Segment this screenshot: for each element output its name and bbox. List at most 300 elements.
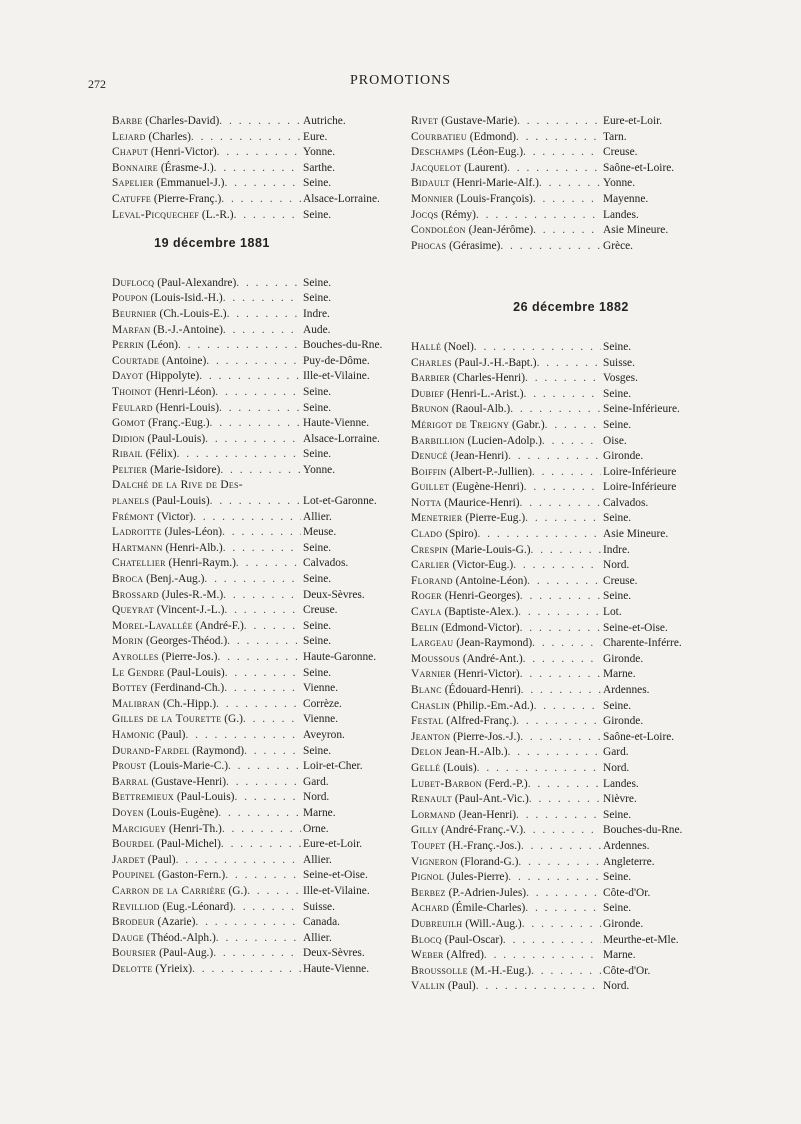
- entry-given-names: (Gustave-Marie): [438, 115, 518, 127]
- entry-name-cell: [112, 775, 301, 791]
- entry-surname: Moussous: [411, 652, 460, 665]
- entry-given-names: (Paul-J.-H.-Bapt.): [451, 356, 537, 369]
- leader-dots: [221, 837, 301, 853]
- entry-surname: Chaput: [112, 146, 149, 159]
- entry-place: Loir-et-Cher.: [303, 760, 363, 773]
- entry-place: Indre.: [303, 307, 330, 320]
- entry-name-cell: [411, 161, 601, 177]
- list-entry: [112, 931, 430, 947]
- entry-name-cell: [112, 478, 301, 494]
- entry-name-cell: [112, 291, 301, 307]
- entry-place: Loire-Inférieure: [603, 481, 677, 494]
- list-entry: [112, 307, 430, 323]
- entry-given-names: (Antoine): [159, 354, 207, 367]
- entry-surname: Dauge: [112, 931, 144, 944]
- leader-dots: [225, 666, 301, 682]
- entry-surname: Marfan: [112, 323, 151, 336]
- leader-dots: [223, 541, 301, 557]
- list-entry: [112, 837, 430, 853]
- entry-name-cell: [112, 619, 301, 635]
- entry-given-names: (Henri-L.-Arist.): [444, 387, 524, 400]
- entry-given-names: (Gaston-Fern.): [154, 869, 226, 882]
- entry-name-cell: [112, 931, 301, 947]
- entry-surname: Le Gendre: [112, 666, 165, 679]
- right-block-1: [411, 114, 731, 254]
- entry-name-cell: [112, 853, 301, 869]
- entry-place: Calvados.: [303, 557, 349, 570]
- leader-dots: [518, 605, 601, 621]
- list-entry: [112, 634, 430, 650]
- list-entry: [112, 697, 430, 713]
- entry-place: Seine.: [303, 541, 332, 554]
- entry-place: Creuse.: [603, 574, 638, 587]
- entry-place: Haute-Garonne.: [303, 651, 377, 663]
- entry-given-names: (Benj.-Aug.): [143, 573, 205, 586]
- entry-surname: Lejard: [112, 130, 146, 143]
- entry-surname: Toupet: [411, 839, 446, 852]
- entry-place: Indre.: [603, 543, 630, 556]
- entry-name-cell: [411, 683, 601, 699]
- list-entry: [112, 401, 430, 417]
- entry-surname: Florand: [411, 574, 453, 587]
- leader-dots: [520, 730, 601, 746]
- entry-surname: Bettremieux: [112, 791, 174, 804]
- left-block-1: [112, 114, 430, 223]
- entry-name-cell: [411, 855, 601, 871]
- entry-place: Lot-et-Garonne.: [303, 495, 377, 508]
- list-entry: [112, 510, 430, 526]
- entry-place: Ardennes.: [603, 839, 650, 852]
- leader-dots: [216, 697, 301, 713]
- entry-name-cell: [411, 511, 601, 527]
- right-column: [411, 114, 731, 995]
- entry-given-names: (Paul): [154, 728, 186, 741]
- entry-surname: Dalché de la Rive de Des-: [112, 479, 243, 492]
- leader-dots: [528, 777, 601, 793]
- entry-given-names: (Ch.-Hipp.): [160, 697, 217, 710]
- entry-given-names: (Jules-Léon): [161, 526, 223, 539]
- entry-place: Marne.: [303, 806, 336, 819]
- entry-given-names: (Henri-Léon): [151, 385, 216, 398]
- entry-surname: Charles: [411, 356, 452, 369]
- entry-name-cell: [411, 886, 601, 902]
- entry-place: Angleterre.: [603, 855, 655, 868]
- leader-dots: [523, 823, 601, 839]
- entry-place: Gard.: [603, 746, 629, 759]
- entry-name-cell: [112, 712, 301, 728]
- entry-surname: Sapelier: [112, 177, 154, 190]
- list-entry: [411, 901, 731, 917]
- list-entry: [411, 979, 731, 995]
- entry-given-names: (Louis-Isid.-H.): [147, 292, 223, 305]
- list-entry: [112, 619, 430, 635]
- entry-name-cell: [411, 761, 601, 777]
- entry-place: Yonne.: [303, 146, 336, 159]
- entry-given-names: (Émile-Charles): [449, 902, 526, 915]
- leader-dots: [525, 371, 601, 387]
- entry-name-cell: [411, 777, 601, 793]
- list-entry: [112, 868, 430, 884]
- entry-given-names: (P.-Adrien-Jules): [445, 886, 527, 899]
- leader-dots: [210, 494, 301, 510]
- entry-given-names: (Louis): [440, 761, 477, 774]
- entry-place: Puy-de-Dôme.: [303, 354, 370, 367]
- leader-dots: [516, 714, 601, 730]
- entry-given-names: (Antoine-Léon): [452, 574, 528, 587]
- entry-surname: Bourdel: [112, 838, 155, 851]
- entry-given-names: (Paul-Alexandre): [154, 276, 237, 289]
- entry-surname: Gomot: [112, 417, 146, 430]
- leader-dots: [508, 745, 601, 761]
- entry-place: Aveyron.: [303, 728, 345, 741]
- list-entry: [112, 728, 430, 744]
- entry-given-names: (Maurice-Henri): [441, 496, 520, 509]
- entry-place: Gironde.: [603, 450, 644, 463]
- list-entry: [112, 712, 430, 728]
- entry-name-cell: [411, 839, 601, 855]
- leader-dots: [223, 588, 301, 604]
- entry-surname: Jardet: [112, 853, 145, 866]
- entry-given-names: (G.): [221, 713, 243, 726]
- entry-place: Alsace-Lorraine.: [303, 432, 380, 445]
- list-entry: [112, 354, 430, 370]
- entry-given-names: (Jules-Pierre): [444, 871, 509, 884]
- entry-given-names: (Louis-François): [453, 192, 533, 205]
- entry-given-names: (Ch.-Louis-E.): [156, 307, 227, 320]
- entry-place: Calvados.: [603, 496, 649, 509]
- entry-surname: Brunon: [411, 403, 449, 416]
- entry-surname: Brodeur: [112, 916, 155, 929]
- list-entry: [411, 402, 731, 418]
- entry-place: Seine-et-Oise.: [303, 869, 368, 882]
- entry-place: Seine.: [303, 619, 332, 632]
- list-entry: [411, 870, 731, 886]
- leader-dots: [185, 728, 301, 744]
- leader-dots: [524, 480, 601, 496]
- entry-name-cell: [112, 432, 301, 448]
- leader-dots: [484, 948, 601, 964]
- leader-dots: [545, 418, 601, 434]
- leader-dots: [520, 496, 601, 512]
- entry-surname: Crespin: [411, 543, 449, 556]
- entry-surname: Hamonic: [112, 728, 155, 741]
- leader-dots: [215, 385, 301, 401]
- entry-place: Seine.: [603, 871, 632, 884]
- entry-name-cell: [112, 822, 301, 838]
- list-entry: [411, 605, 731, 621]
- list-entry: [411, 356, 731, 372]
- entry-surname: Gilly: [411, 824, 439, 837]
- entry-surname: Blocq: [411, 933, 442, 946]
- entry-place: Nord.: [603, 980, 630, 993]
- entry-name-cell: [112, 962, 301, 978]
- leader-dots: [516, 130, 601, 146]
- leader-dots: [522, 917, 601, 933]
- entry-name-cell: [411, 964, 601, 980]
- leader-dots: [219, 401, 301, 417]
- list-entry: [112, 822, 430, 838]
- entry-name-cell: [411, 145, 601, 161]
- entry-given-names: (Paul-Louis): [149, 495, 210, 508]
- entry-place: Deux-Sèvres.: [303, 588, 365, 601]
- entry-surname: Feulard: [112, 401, 153, 414]
- entry-name-cell: [411, 589, 601, 605]
- list-entry: [112, 603, 430, 619]
- entry-given-names: (Raymond): [189, 744, 245, 757]
- entry-name-cell: [112, 759, 301, 775]
- entry-name-cell: [411, 792, 601, 808]
- entry-place: Gard.: [303, 775, 329, 788]
- list-entry: [112, 681, 430, 697]
- entry-name-cell: [112, 900, 301, 916]
- entry-given-names: (Jean-Raymond): [453, 637, 533, 650]
- leader-dots: [221, 192, 301, 208]
- list-entry: [112, 208, 430, 224]
- entry-surname: Belin: [411, 621, 439, 634]
- section-heading-1882: 26 décembre 1882: [513, 300, 629, 315]
- leader-dots: [508, 870, 601, 886]
- entry-surname: Delotte: [112, 962, 153, 975]
- list-entry: [112, 884, 430, 900]
- leader-dots: [233, 900, 301, 916]
- list-entry: [411, 176, 731, 192]
- entry-surname: Peltier: [112, 463, 148, 476]
- entry-given-names: (André-F.): [192, 619, 244, 632]
- entry-surname: Largeau: [411, 637, 454, 650]
- entry-given-names: (Hippolyte): [143, 370, 200, 383]
- entry-name-cell: [411, 130, 601, 146]
- running-head-title: PROMOTIONS: [349, 73, 451, 88]
- entry-name-cell: [411, 449, 601, 465]
- entry-name-cell: [411, 192, 601, 208]
- leader-dots: [518, 855, 601, 871]
- list-entry: [411, 808, 731, 824]
- entry-given-names: (Henri-Alb.): [162, 541, 223, 554]
- entry-surname: Marciguey: [112, 822, 167, 835]
- list-entry: [112, 744, 430, 760]
- entry-name-cell: [411, 434, 601, 450]
- leader-dots: [244, 619, 301, 635]
- entry-given-names: (André-Franç.-V.): [438, 824, 524, 837]
- leader-dots: [206, 354, 301, 370]
- leader-dots: [244, 744, 301, 760]
- entry-place: Seine.: [603, 387, 632, 400]
- leader-dots: [227, 634, 301, 650]
- entry-place: Seine.: [603, 902, 632, 915]
- entry-place: Allier.: [303, 931, 332, 944]
- entry-name-cell: [411, 933, 601, 949]
- entry-surname: Gilles de la Tourette: [112, 713, 222, 726]
- entry-given-names: (Henri-Louis): [152, 401, 219, 414]
- list-entry: [411, 208, 731, 224]
- entry-given-names: (Edmond): [466, 130, 516, 143]
- page-number: 272: [88, 77, 106, 91]
- entry-place: Yonne.: [303, 463, 336, 476]
- list-entry: [411, 130, 731, 146]
- entry-given-names: (Alfred-Franç.): [443, 715, 517, 728]
- entry-place: Nord.: [603, 559, 630, 572]
- entry-surname: Dubreuilh: [411, 917, 463, 930]
- list-entry: [411, 589, 731, 605]
- entry-surname: Bonnaire: [112, 161, 158, 174]
- entry-given-names: (Louis-Marie-C.): [146, 760, 228, 773]
- entry-surname: Broussolle: [411, 964, 468, 977]
- entry-surname: Barral: [112, 775, 149, 788]
- entry-place: Seine-et-Oise.: [603, 621, 668, 634]
- entry-surname: Catuffe: [112, 192, 152, 205]
- list-entry: [411, 340, 731, 356]
- leader-dots: [224, 603, 301, 619]
- list-entry: [411, 239, 731, 255]
- entry-place: Landes.: [603, 208, 639, 221]
- entry-given-names: (Marie-Isidore): [147, 463, 221, 476]
- entry-surname: Delon: [411, 746, 443, 759]
- entry-surname: Menetrier: [411, 512, 463, 525]
- entry-surname: Dayot: [112, 370, 144, 383]
- leader-dots: [520, 667, 601, 683]
- entry-name-cell: [411, 402, 601, 418]
- entry-name-cell: [112, 541, 301, 557]
- entry-given-names: (H.-Franç.-Jos.): [445, 839, 521, 852]
- entry-place: Gironde.: [603, 715, 644, 728]
- entry-place: Suisse.: [303, 900, 335, 913]
- entry-place: Tarn.: [603, 130, 627, 143]
- list-entry: [411, 496, 731, 512]
- entry-place: Seine.: [303, 177, 332, 190]
- left-block-2: [112, 276, 430, 978]
- list-entry: [112, 432, 430, 448]
- entry-name-cell: [112, 463, 301, 479]
- right-block-2: [411, 340, 731, 995]
- entry-given-names: (Paul-Louis): [164, 666, 225, 679]
- entry-surname: Durand-Fardel: [112, 744, 190, 757]
- entry-name-cell: [112, 697, 301, 713]
- entry-place: Marne.: [603, 668, 636, 681]
- entry-place: Seine.: [303, 635, 332, 648]
- entry-surname: Morel-Lavallée: [112, 619, 193, 632]
- entry-surname: Revilliod: [112, 900, 160, 913]
- entry-place: Grèce.: [603, 239, 634, 252]
- entry-place: Orne.: [303, 822, 329, 835]
- entry-given-names: (M.-H.-Eug.): [467, 964, 532, 977]
- entry-surname: Blanc: [411, 684, 442, 696]
- entry-name-cell: [112, 145, 301, 161]
- list-entry: [411, 667, 731, 683]
- entry-name-cell: [411, 605, 601, 621]
- entry-name-cell: [411, 465, 601, 481]
- entry-surname: Bidault: [411, 177, 450, 190]
- entry-surname: Pignol: [411, 871, 445, 884]
- entry-name-cell: [112, 385, 301, 401]
- entry-name-cell: [112, 114, 301, 130]
- entry-name-cell: [112, 868, 301, 884]
- list-entry: [112, 323, 430, 339]
- entry-name-cell: [411, 901, 601, 917]
- leader-dots: [234, 790, 301, 806]
- entry-surname: Courtade: [112, 354, 160, 367]
- entry-given-names: Jean-H.-Alb.): [442, 746, 508, 759]
- entry-surname: Lormand: [411, 808, 456, 821]
- entry-surname: Carlier: [411, 559, 450, 572]
- entry-name-cell: [411, 714, 601, 730]
- entry-name-cell: [411, 699, 601, 715]
- entry-name-cell: [411, 979, 601, 995]
- list-entry: [112, 572, 430, 588]
- entry-place: Lot.: [603, 606, 622, 619]
- entry-place: Ardennes.: [603, 684, 650, 696]
- leader-dots: [474, 340, 601, 356]
- entry-name-cell: [411, 356, 601, 372]
- entry-surname: Berbez: [411, 886, 446, 899]
- leader-dots: [527, 574, 601, 590]
- entry-surname: Jeanton: [411, 730, 451, 743]
- entry-given-names: (Noel): [441, 340, 474, 353]
- entry-name-cell: [411, 574, 601, 590]
- entry-surname: Phocas: [411, 239, 447, 252]
- entry-surname: Notta: [411, 496, 442, 509]
- list-entry: [411, 449, 731, 465]
- entry-surname: Denucé: [411, 450, 448, 463]
- list-entry: [411, 745, 731, 761]
- entry-given-names: (Emmanuel-J.): [153, 177, 225, 190]
- entry-place: Allier.: [303, 853, 332, 866]
- list-entry: [411, 480, 731, 496]
- entry-name-cell: [411, 870, 601, 886]
- entry-name-cell: [112, 806, 301, 822]
- leader-dots: [542, 434, 601, 450]
- entry-name-cell: [112, 588, 301, 604]
- leader-dots: [531, 964, 601, 980]
- entry-given-names: (Edmond-Victor): [438, 621, 520, 634]
- entry-name-cell: [411, 176, 601, 192]
- entry-place: Deux-Sèvres.: [303, 947, 365, 960]
- entry-given-names: (Charles-David): [142, 115, 220, 127]
- entry-given-names: (Gérasime): [446, 239, 501, 252]
- entry-place: Loire-Inférieure: [603, 465, 677, 478]
- leader-dots: [178, 338, 301, 354]
- leader-dots: [537, 356, 601, 372]
- section-heading-1881: 19 décembre 1881: [154, 236, 270, 251]
- entry-place: Côte-d'Or.: [603, 964, 651, 977]
- leader-dots: [476, 979, 601, 995]
- entry-given-names: (André-Ant.): [460, 652, 523, 665]
- entry-name-cell: [112, 494, 301, 510]
- leader-dots: [217, 650, 301, 666]
- list-entry: [112, 478, 430, 494]
- entry-given-names: (Yrieix): [152, 962, 193, 975]
- entry-place: Seine.: [303, 208, 332, 221]
- leader-dots: [520, 621, 601, 637]
- list-entry: [112, 775, 430, 791]
- entry-surname: Mérigot de Treigny: [411, 418, 510, 431]
- entry-surname: Gellé: [411, 761, 441, 774]
- entry-name-cell: [112, 161, 301, 177]
- entry-surname: Morin: [112, 635, 144, 648]
- entry-place: Marne.: [603, 949, 636, 962]
- list-entry: [411, 917, 731, 933]
- entry-given-names: (Léon-Eug.): [464, 146, 523, 159]
- entry-name-cell: [411, 496, 601, 512]
- entry-surname: Poupon: [112, 292, 148, 305]
- entry-place: Vienne.: [303, 713, 339, 726]
- entry-given-names: (Pierre-Jos.-J.): [450, 730, 521, 743]
- leader-dots: [223, 323, 301, 339]
- list-entry: [112, 556, 430, 572]
- entry-name-cell: [112, 130, 301, 146]
- entry-surname: Malibran: [112, 697, 161, 710]
- entry-name-cell: [112, 681, 301, 697]
- entry-name-cell: [411, 636, 601, 652]
